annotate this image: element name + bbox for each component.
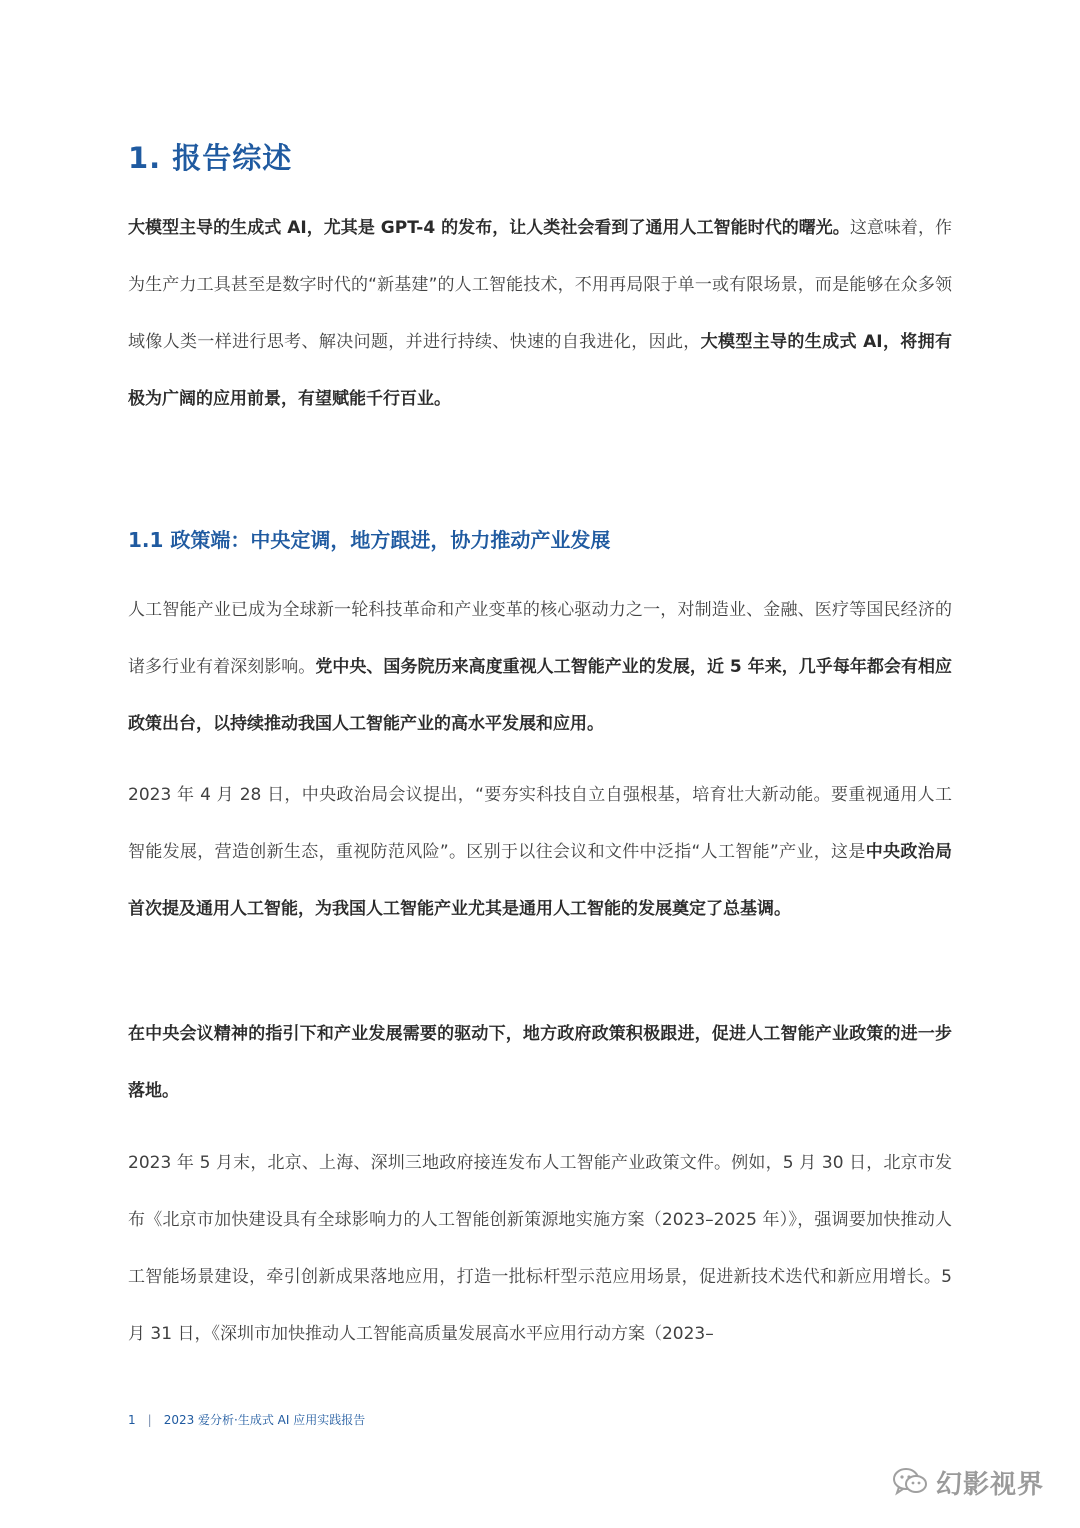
page-footer [128,1410,365,1430]
policy-paragraph-1 [128,582,952,753]
intro-paragraph [128,200,952,428]
policy-p4-text: 2023 年 5 月末，北京、上海、深圳三地政府接连发布人工智能产业政策文件。例如，5 月 30 日，北京市发布《北京市加快建设具有全球影响力的人工智能创新策源地实施方案（2023–2025 年）》，强调要加快推动人工智能场景建设，牵引创新成果落地应用，打造一批标杆型示范应用场景，促进新技术迭代和新应用增长。5 月 31 日，《深圳市加快推动人工智能高质量发展高水平应用行动方案（2023– [128,1153,952,1344]
intro-bold-2: 大模型主导的生成式 AI，将拥有极为广阔的应用前景，有望赋能千行百业。 [128,332,952,409]
footer-separator: | [147,1413,152,1427]
policy-paragraph-4 [128,1135,952,1363]
page-number: 1 [128,1413,136,1427]
policy-p3-bold: 在中央会议精神的指引下和产业发展需要的驱动下，地方政府政策积极跟进，促进人工智能产业政策的进一步落地。 [128,1024,952,1101]
section-heading: 1. 报告综述 [128,141,293,175]
subsection-heading: 1.1 政策端：中央定调，地方跟进，协力推动产业发展 [128,528,611,552]
policy-paragraph-3 [128,1006,952,1120]
intro-bold-1: 大模型主导的生成式 AI，尤其是 GPT-4 的发布，让人类社会看到了通用人工智能时代的曙光。 [128,218,850,238]
policy-p1-bold: 党中央、国务院历来高度重视人工智能产业的发展，近 5 年来，几乎每年都会有相应政策出台，以持续推动我国人工智能产业的高水平发展和应用。 [128,657,953,734]
intro-text-1: 这意味着，作为生产力工具甚至是数字时代的“新基建”的人工智能技术，不用再局限于单一或有限场景，而是能够在众多领域像人类一样进行思考、解决问题，并进行持续、快速的自我进化，因此， [128,218,952,352]
watermark [892,1462,1044,1502]
policy-p2-text: 2023 年 4 月 28 日，中央政治局会议提出，“要夯实科技自立自强根基，培育壮大新动能。要重视通用人工智能发展，营造创新生态，重视防范风险”。区别于以往会议和文件中泛指“人工智能”产业，这是 [128,785,952,862]
report-title: 2023 爱分析·生成式 AI 应用实践报告 [163,1413,366,1427]
wechat-icon [892,1467,928,1497]
policy-p2-bold: 中央政治局首次提及通用人工智能，为我国人工智能产业尤其是通用人工智能的发展奠定了总基调。 [128,842,953,919]
policy-paragraph-2 [128,767,952,938]
watermark-text: 幻影视界 [935,1469,1044,1500]
policy-p1-text: 人工智能产业已成为全球新一轮科技革命和产业变革的核心驱动力之一，对制造业、金融、医疗等国民经济的诸多行业有着深刻影响。 [128,600,952,677]
